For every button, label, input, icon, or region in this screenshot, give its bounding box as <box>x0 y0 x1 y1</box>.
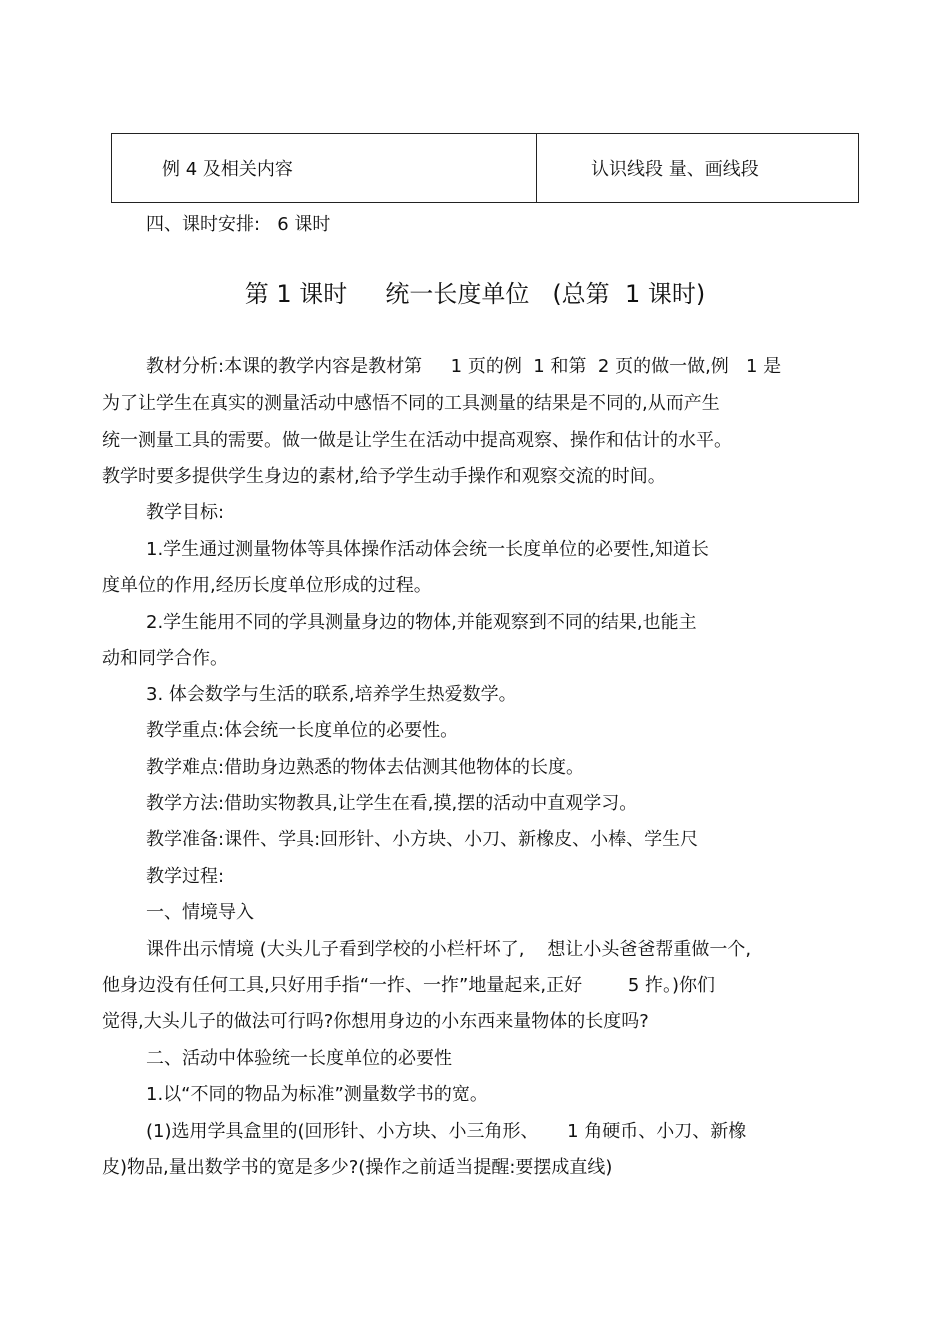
paragraph-line: 皮)物品,量出数学书的宽是多少?(操作之前适当提醒:要摆成直线) <box>102 1157 613 1178</box>
paragraph-line: 教材分析:本课的教学内容是教材第 1 页的例 1 和第 2 页的做一做,例 1 是 <box>146 356 782 377</box>
paragraph-line: 2.学生能用不同的学具测量身边的物体,并能观察到不同的结果,也能主 <box>146 612 697 633</box>
paragraph-line: 教学时要多提供学生身边的素材,给予学生动手操作和观察交流的时间。 <box>102 466 666 487</box>
paragraph-line: 教学重点:体会统一长度单位的必要性。 <box>146 720 459 741</box>
paragraph-line: 觉得,大头儿子的做法可行吗?你想用身边的小东西来量物体的长度吗? <box>102 1011 649 1032</box>
section-heading: 二、活动中体验统一长度单位的必要性 <box>146 1048 452 1069</box>
content-table <box>111 133 859 203</box>
paragraph-line: 动和同学合作。 <box>102 648 228 669</box>
table-cell: 例 4 及相关内容 <box>112 134 537 203</box>
table-row <box>112 134 859 203</box>
paragraph-line: 度单位的作用,经历长度单位形成的过程。 <box>102 575 432 596</box>
lesson-title: 第 1 课时 统一长度单位 (总第 1 课时) <box>244 280 706 308</box>
paragraph-line: 教学方法:借助实物教具,让学生在看,摸,摆的活动中直观学习。 <box>146 793 638 814</box>
section-heading: 一、情境导入 <box>146 902 254 923</box>
section-heading: 教学过程: <box>146 866 225 887</box>
paragraph-line: 教学准备:课件、学具:回形针、小方块、小刀、新橡皮、小棒、学生尺 <box>146 829 699 850</box>
paragraph-line: 统一测量工具的需要。做一做是让学生在活动中提高观察、操作和估计的水平。 <box>102 430 732 451</box>
paragraph-line: 为了让学生在真实的测量活动中感悟不同的工具测量的结果是不同的,从而产生 <box>102 393 720 414</box>
section-heading: 教学目标: <box>146 502 225 523</box>
paragraph-line: (1)选用学具盒里的(回形针、小方块、小三角形、 1 角硬币、小刀、新橡 <box>146 1121 747 1142</box>
paragraph-line: 1.以“不同的物品为标准”测量数学书的宽。 <box>146 1084 488 1105</box>
paragraph-line: 他身边没有任何工具,只好用手指“一拃、一拃”地量起来,正好 5 拃。)你们 <box>102 975 716 996</box>
paragraph-line: 3. 体会数学与生活的联系,培养学生热爱数学。 <box>146 684 517 705</box>
schedule-line: 四、课时安排: 6 课时 <box>146 214 331 235</box>
table-cell: 认识线段 量、画线段 <box>537 134 859 203</box>
paragraph-line: 教学难点:借助身边熟悉的物体去估测其他物体的长度。 <box>146 757 585 778</box>
paragraph-line: 1.学生通过测量物体等具体操作活动体会统一长度单位的必要性,知道长 <box>146 539 709 560</box>
paragraph-line: 课件出示情境 (大头儿子看到学校的小栏杆坏了, 想让小头爸爸帮重做一个, <box>146 939 752 960</box>
